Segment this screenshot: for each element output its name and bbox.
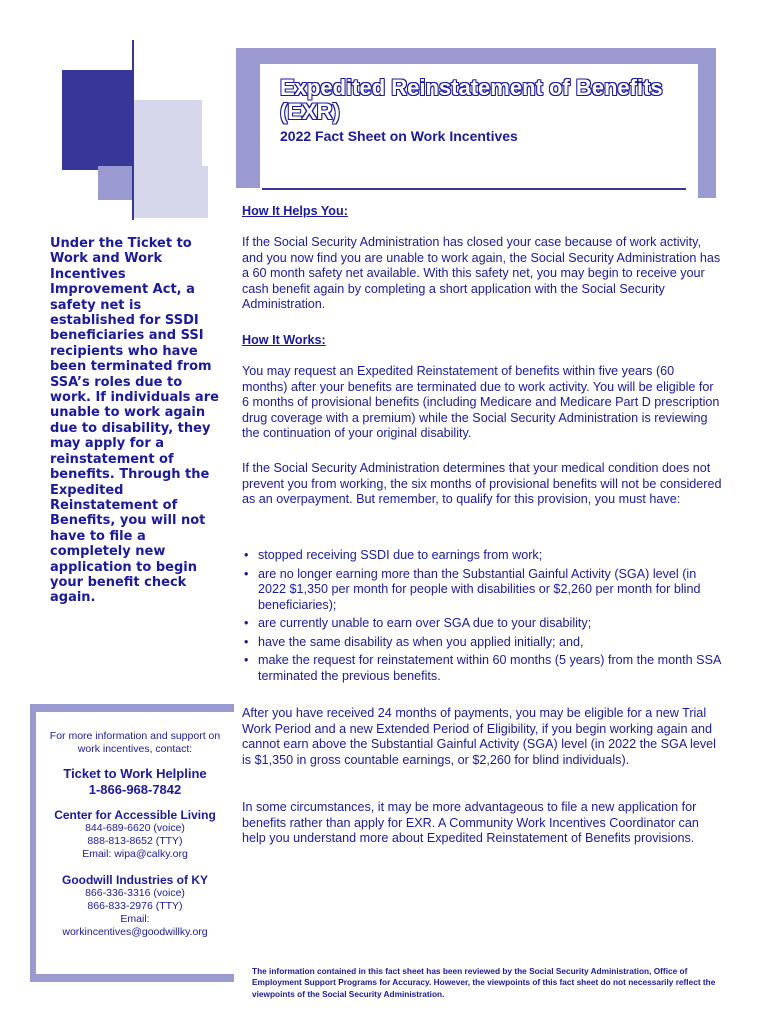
org2-voice: 866-336-3316 (voice)	[85, 887, 185, 899]
decorative-vertical-line	[132, 40, 134, 220]
org2-name: Goodwill Industries of KY	[61, 873, 208, 887]
list-item: • have the same disability as when you applied initially; and,	[242, 635, 722, 651]
list-item: • stopped receiving SSDI due to earnings from work;	[242, 548, 722, 564]
page-title: Expedited Reinstatement of Benefits (EXR)	[280, 75, 663, 124]
decorative-square-mid	[98, 166, 132, 200]
after-paragraph-1: After you have received 24 months of payments, you may be eligible for a new Trial Work Period and a new Extended Period of Eligibility, if you begin working again and cannot earn above the Substantial Gainful Activity (SGA) level (in 2022 the SGA level is $1,350 in gross countable earnings, or $2,260 for blind individuals).	[242, 706, 716, 767]
header-frame-top	[236, 48, 716, 64]
org2-tty: 866-833-2976 (TTY)	[87, 900, 183, 912]
contact-intro: For more information and support on work incentives, contact:	[49, 730, 221, 755]
org2-email-label: Email:	[120, 913, 150, 925]
sidebar-summary: Under the Ticket to Work and Work Incentives Improvement Act, a safety net is established for SSDI beneficiaries and SSI recipients who have been terminated from SSA’s roles due to work. If individuals are unable to work again due to disability, they may apply for a reinstatement of benefits. Through the Expedited Reinstatement of Benefits, you will not have to file a completely new application to begin your benefit check again.	[50, 236, 219, 606]
works-paragraph-1: You may request an Expedited Reinstatement of benefits within five years (60 months) after your benefits are terminated due to work activity. You will be eligible for 6 months of provisional benefits (including Medicare and Medicare Part D prescription drug coverage with a premium) while the Social Security Administration is reviewing the continuation of your original disability.	[242, 364, 720, 440]
section-heading-helps: How It Helps You:	[242, 204, 348, 218]
header-rule	[262, 188, 686, 190]
org1-tty: 888-813-8652 (TTY)	[87, 835, 183, 847]
works-paragraph-2: If the Social Security Administration determines that your medical condition does not prevent you from working, the six months of provisional benefits will not be considered as an overpayment. But remember, to qualify for this provision, you must have:	[242, 461, 722, 506]
header-frame-right	[698, 48, 716, 198]
decorative-square-light	[134, 100, 202, 166]
org2-email: workincentives@goodwillky.org	[62, 926, 208, 938]
org1-name: Center for Accessible Living	[54, 808, 216, 822]
helpline-name: Ticket to Work Helpline	[63, 766, 207, 781]
helps-paragraph: If the Social Security Administration has closed your case because of work activity, and you now find you are unable to work again, the Social Security Administration has a 60 month safety net available. With this safety net, you may begin to receive your cash benefit again by completing a short application with the Social Security Administration.	[242, 235, 721, 311]
list-item: • make the request for reinstatement within 60 months (5 years) from the month SSA terminated the previous benefits.	[242, 653, 722, 684]
after-paragraph-2: In some circumstances, it may be more advantageous to file a new application for benefits rather than apply for EXR. A Community Work Incentives Coordinator can help you understand more about Expedited Reinstatement of Benefits provisions.	[242, 800, 699, 845]
org1-voice: 844-689-6620 (voice)	[85, 822, 185, 834]
org1-email: Email: wipa@calky.org	[82, 848, 188, 860]
helpline-phone: 1-866-968-7842	[88, 782, 182, 797]
list-item: • are no longer earning more than the Substantial Gainful Activity (SGA) level (in 2022 $1,350 per month for people with disabilities or $2,260 per month for blind beneficiaries);	[242, 567, 722, 614]
list-item: • are currently unable to earn over SGA due to your disability;	[242, 616, 722, 632]
page-subtitle: 2022 Fact Sheet on Work Incentives	[280, 128, 518, 144]
decorative-square-light-lower	[132, 166, 208, 218]
footer-disclaimer: The information contained in this fact sheet has been reviewed by the Social Security Administration, Office of Employment Support Programs for Accuracy. However, the viewpoints of this fact sheet do not necessarily reflect the viewpoints of the Social Security Administration.	[252, 966, 716, 999]
section-heading-works: How It Works:	[242, 333, 326, 347]
decorative-square-dark	[62, 70, 134, 170]
contact-box	[36, 712, 234, 974]
requirements-list	[242, 548, 722, 687]
header-frame-left	[236, 48, 260, 188]
